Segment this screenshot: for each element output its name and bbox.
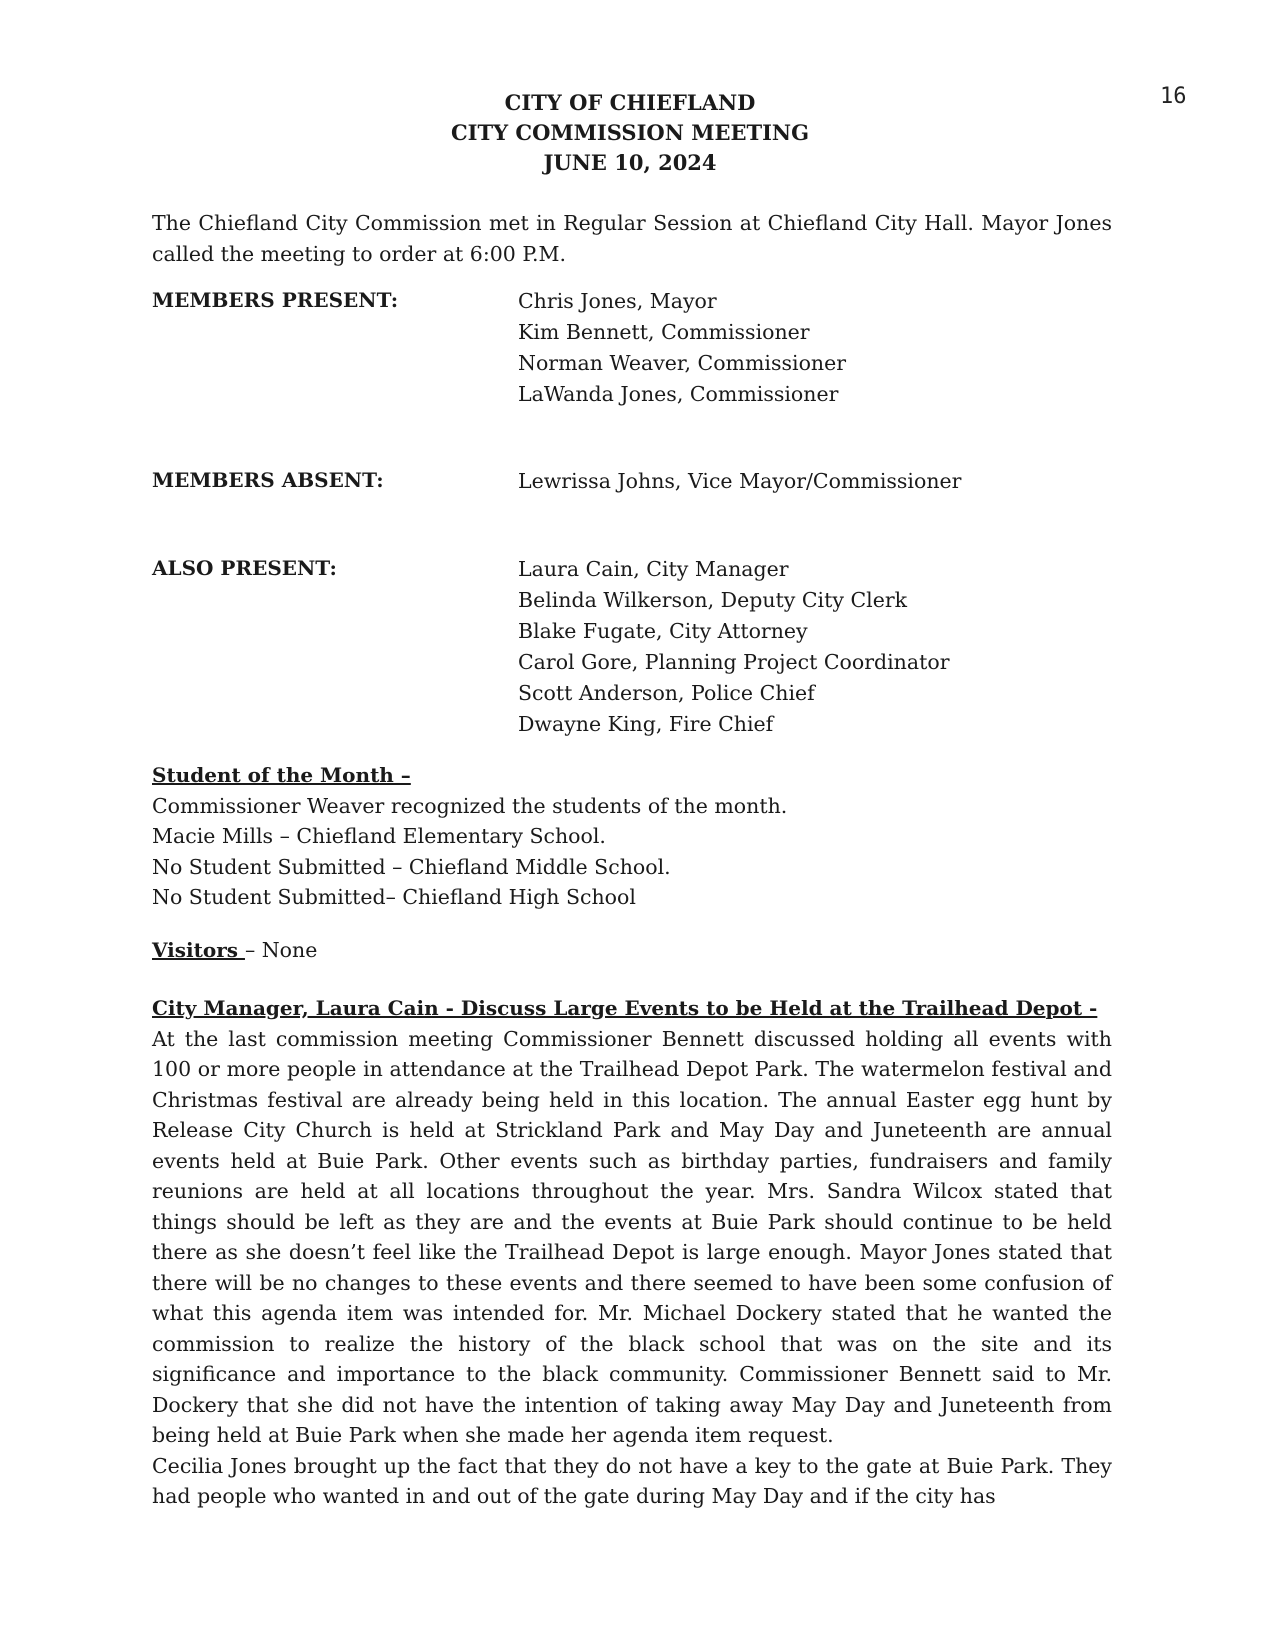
member-name: Norman Weaver, Commissioner bbox=[518, 351, 847, 375]
member-name: Kim Bennett, Commissioner bbox=[518, 320, 810, 344]
members-absent-label: MEMBERS ABSENT: bbox=[152, 468, 384, 492]
attendee-name: Carol Gore, Planning Project Coordinator bbox=[518, 650, 950, 674]
page-number: 16 bbox=[1160, 84, 1187, 109]
city-manager-heading: City Manager, Laura Cain - Discuss Large Events to be Held at the Trailhead Depot - bbox=[152, 996, 1098, 1020]
members-absent-list bbox=[518, 466, 961, 497]
city-manager-section bbox=[152, 993, 1112, 1512]
member-name: LaWanda Jones, Commissioner bbox=[518, 382, 839, 406]
visitors-section bbox=[152, 935, 1112, 966]
student-heading: Student of the Month – bbox=[152, 763, 411, 787]
members-present-list bbox=[518, 286, 846, 410]
student-line: No Student Submitted – Chiefland Middle School. bbox=[152, 854, 671, 879]
header-date: JUNE 10, 2024 bbox=[543, 150, 717, 175]
attendee-name: Blake Fugate, City Attorney bbox=[518, 619, 808, 643]
member-name: Lewrissa Johns, Vice Mayor/Commissioner bbox=[518, 469, 962, 493]
intro-paragraph: The Chiefland City Commission met in Regular Session at Chiefland City Hall. Mayor Jones called the meeting to order at 6:00 P.M. bbox=[152, 211, 1112, 266]
student-line: Macie Mills – Chiefland Elementary School. bbox=[152, 824, 606, 848]
attendee-name: Scott Anderson, Police Chief bbox=[518, 681, 815, 705]
visitors-heading: Visitors bbox=[152, 938, 245, 962]
student-section bbox=[152, 760, 1112, 913]
also-present-label: ALSO PRESENT: bbox=[152, 556, 337, 580]
document-header bbox=[0, 88, 1275, 178]
also-present-list bbox=[518, 554, 950, 740]
attendee-name: Belinda Wilkerson, Deputy City Clerk bbox=[518, 588, 908, 612]
header-city: CITY OF CHIEFLAND bbox=[504, 90, 756, 115]
student-line: No Student Submitted– Chiefland High School bbox=[152, 885, 636, 909]
student-line: Commissioner Weaver recognized the students of the month. bbox=[152, 793, 788, 818]
attendee-name: Laura Cain, City Manager bbox=[518, 557, 789, 581]
members-present-label: MEMBERS PRESENT: bbox=[152, 288, 399, 312]
visitors-text: – None bbox=[244, 938, 318, 962]
city-manager-paragraph-1: At the last commission meeting Commissioner Bennett discussed holding all events with 100 or more people in attendance at the Trailhead Depot Park. The watermelon festival and Christmas festival are already being held in this location. The annual Easter egg hunt by Release City Church is held at Strickland Park and May Day and Juneteenth are annual events held at Buie Park. Other events such as birthday parties, fundraisers and family reunions are held at all locations throughout the year. Mrs. Sandra Wilcox stated that things should be left as they are and the events at Buie Park should continue to be held there as she doesn’t feel like the Trailhead Depot is large enough. Mayor Jones stated that there will be no changes to these events and there seemed to have been some confusion of what this agenda item was intended for. Mr. Michael Dockery stated that he wanted the commission to realize the history of the black school that was on the site and its significance and importance to the black community. Commissioner Bennett said to Mr. Dockery that she did not have the intention of taking away May Day and Juneteenth from being held at Buie Park when she made her agenda item request. bbox=[152, 1026, 1112, 1447]
header-meeting: CITY COMMISSION MEETING bbox=[450, 120, 810, 145]
attendee-name: Dwayne King, Fire Chief bbox=[518, 712, 774, 736]
member-name: Chris Jones, Mayor bbox=[518, 289, 717, 313]
city-manager-paragraph-2: Cecilia Jones brought up the fact that they do not have a key to the gate at Buie Park. They had people who wanted in and out of the gate during May Day and if the city has bbox=[152, 1453, 1112, 1508]
